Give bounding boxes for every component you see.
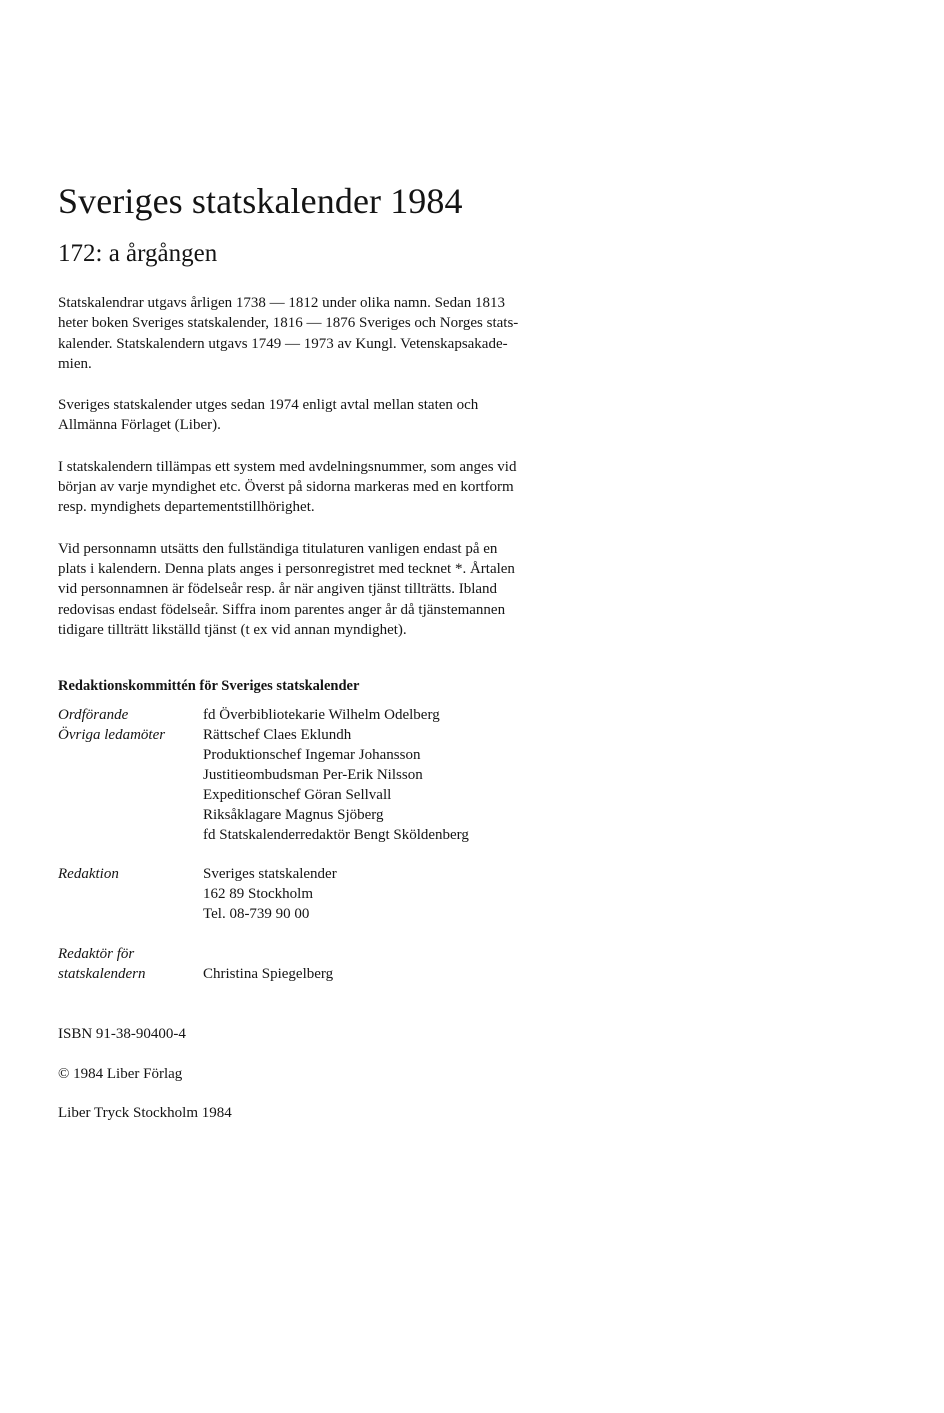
intro-text bbox=[58, 293, 578, 661]
committee-heading: Redaktionskommittén för Sveriges statskalender bbox=[58, 678, 360, 694]
editorial-address bbox=[203, 864, 337, 924]
text-line: heter boken Sveriges statskalender, 1816 — 1876 Sveriges och Norges stats- bbox=[58, 315, 519, 332]
committee-chair-row bbox=[58, 705, 578, 725]
intro-paragraph-history bbox=[58, 293, 578, 374]
text-line: tidigare tillträtt likställd tjänst (t ex vid annan myndighet). bbox=[58, 621, 407, 638]
printer-info: Liber Tryck Stockholm 1984 bbox=[58, 1105, 232, 1121]
text-line: vid personnamnen är födelseår resp. år när angiven tjänst tillträtts. Ibland bbox=[58, 581, 498, 598]
editor-name: Christina Spiegelberg bbox=[203, 966, 334, 982]
text-line: Statskalendrar utgavs årligen 1738 — 1812 under olika namn. Sedan 1813 bbox=[58, 295, 505, 311]
editor-label bbox=[58, 944, 146, 984]
text-line: början av varje myndighet etc. Överst på sidorna markeras med en kortform bbox=[58, 479, 514, 496]
chair-name: fd Överbibliotekarie Wilhelm Odelberg bbox=[203, 707, 440, 723]
member-name: fd Statskalenderredaktör Bengt Sköldenberg bbox=[203, 827, 469, 843]
text-line: mien. bbox=[58, 355, 92, 372]
text-line: I statskalendern tillämpas ett system med avdelningsnummer, som anges vid bbox=[58, 458, 517, 475]
isbn: ISBN 91-38-90400-4 bbox=[58, 1026, 186, 1042]
copyright-notice: © 1984 Liber Förlag bbox=[58, 1066, 183, 1082]
address-line: 162 89 Stockholm bbox=[203, 886, 314, 902]
member-name: Rättschef Claes Eklundh bbox=[203, 727, 352, 743]
intro-paragraph-names bbox=[58, 539, 578, 640]
members-list bbox=[203, 725, 469, 845]
text-line: plats i kalendern. Denna plats anges i personregistret med tecknet *. Årtalen bbox=[58, 560, 515, 577]
member-name: Justitieombudsman Per-Erik Nilsson bbox=[203, 767, 423, 783]
members-label: Övriga ledamöter bbox=[58, 727, 166, 743]
address-line: Tel. 08-739 90 00 bbox=[203, 906, 310, 922]
editorial-office-row bbox=[58, 864, 578, 924]
address-line: Sveriges statskalender bbox=[203, 866, 337, 882]
committee-members-row bbox=[58, 725, 578, 845]
page-subtitle: 172: a årgången bbox=[58, 240, 218, 267]
chair-label: Ordförande bbox=[58, 707, 129, 723]
text-line: kalender. Statskalendern utgavs 1749 — 1973 av Kungl. Vetenskapsakade- bbox=[58, 335, 508, 352]
text-line: resp. myndighets departementstillhörighet. bbox=[58, 499, 315, 516]
member-name: Produktionschef Ingemar Johansson bbox=[203, 747, 421, 763]
member-name: Expeditionschef Göran Sellvall bbox=[203, 787, 392, 803]
editor-label-line: statskalendern bbox=[58, 966, 146, 982]
text-line: Sveriges statskalender utges sedan 1974 enligt avtal mellan staten och bbox=[58, 397, 479, 414]
text-line: redovisas endast födelseår. Siffra inom parentes anger år då tjänstemannen bbox=[58, 601, 506, 618]
editor-row bbox=[58, 944, 578, 984]
text-line: Allmänna Förlaget (Liber). bbox=[58, 417, 221, 434]
text-line: Vid personnamn utsätts den fullständiga titulaturen vanligen endast på en bbox=[58, 540, 498, 557]
member-name: Riksåklagare Magnus Sjöberg bbox=[203, 807, 384, 823]
editorial-label: Redaktion bbox=[58, 866, 119, 882]
page-title: Sveriges statskalender 1984 bbox=[58, 181, 463, 221]
editor-label-line: Redaktör för bbox=[58, 946, 135, 962]
intro-paragraph-publisher bbox=[58, 395, 578, 436]
intro-paragraph-numbering bbox=[58, 457, 578, 518]
